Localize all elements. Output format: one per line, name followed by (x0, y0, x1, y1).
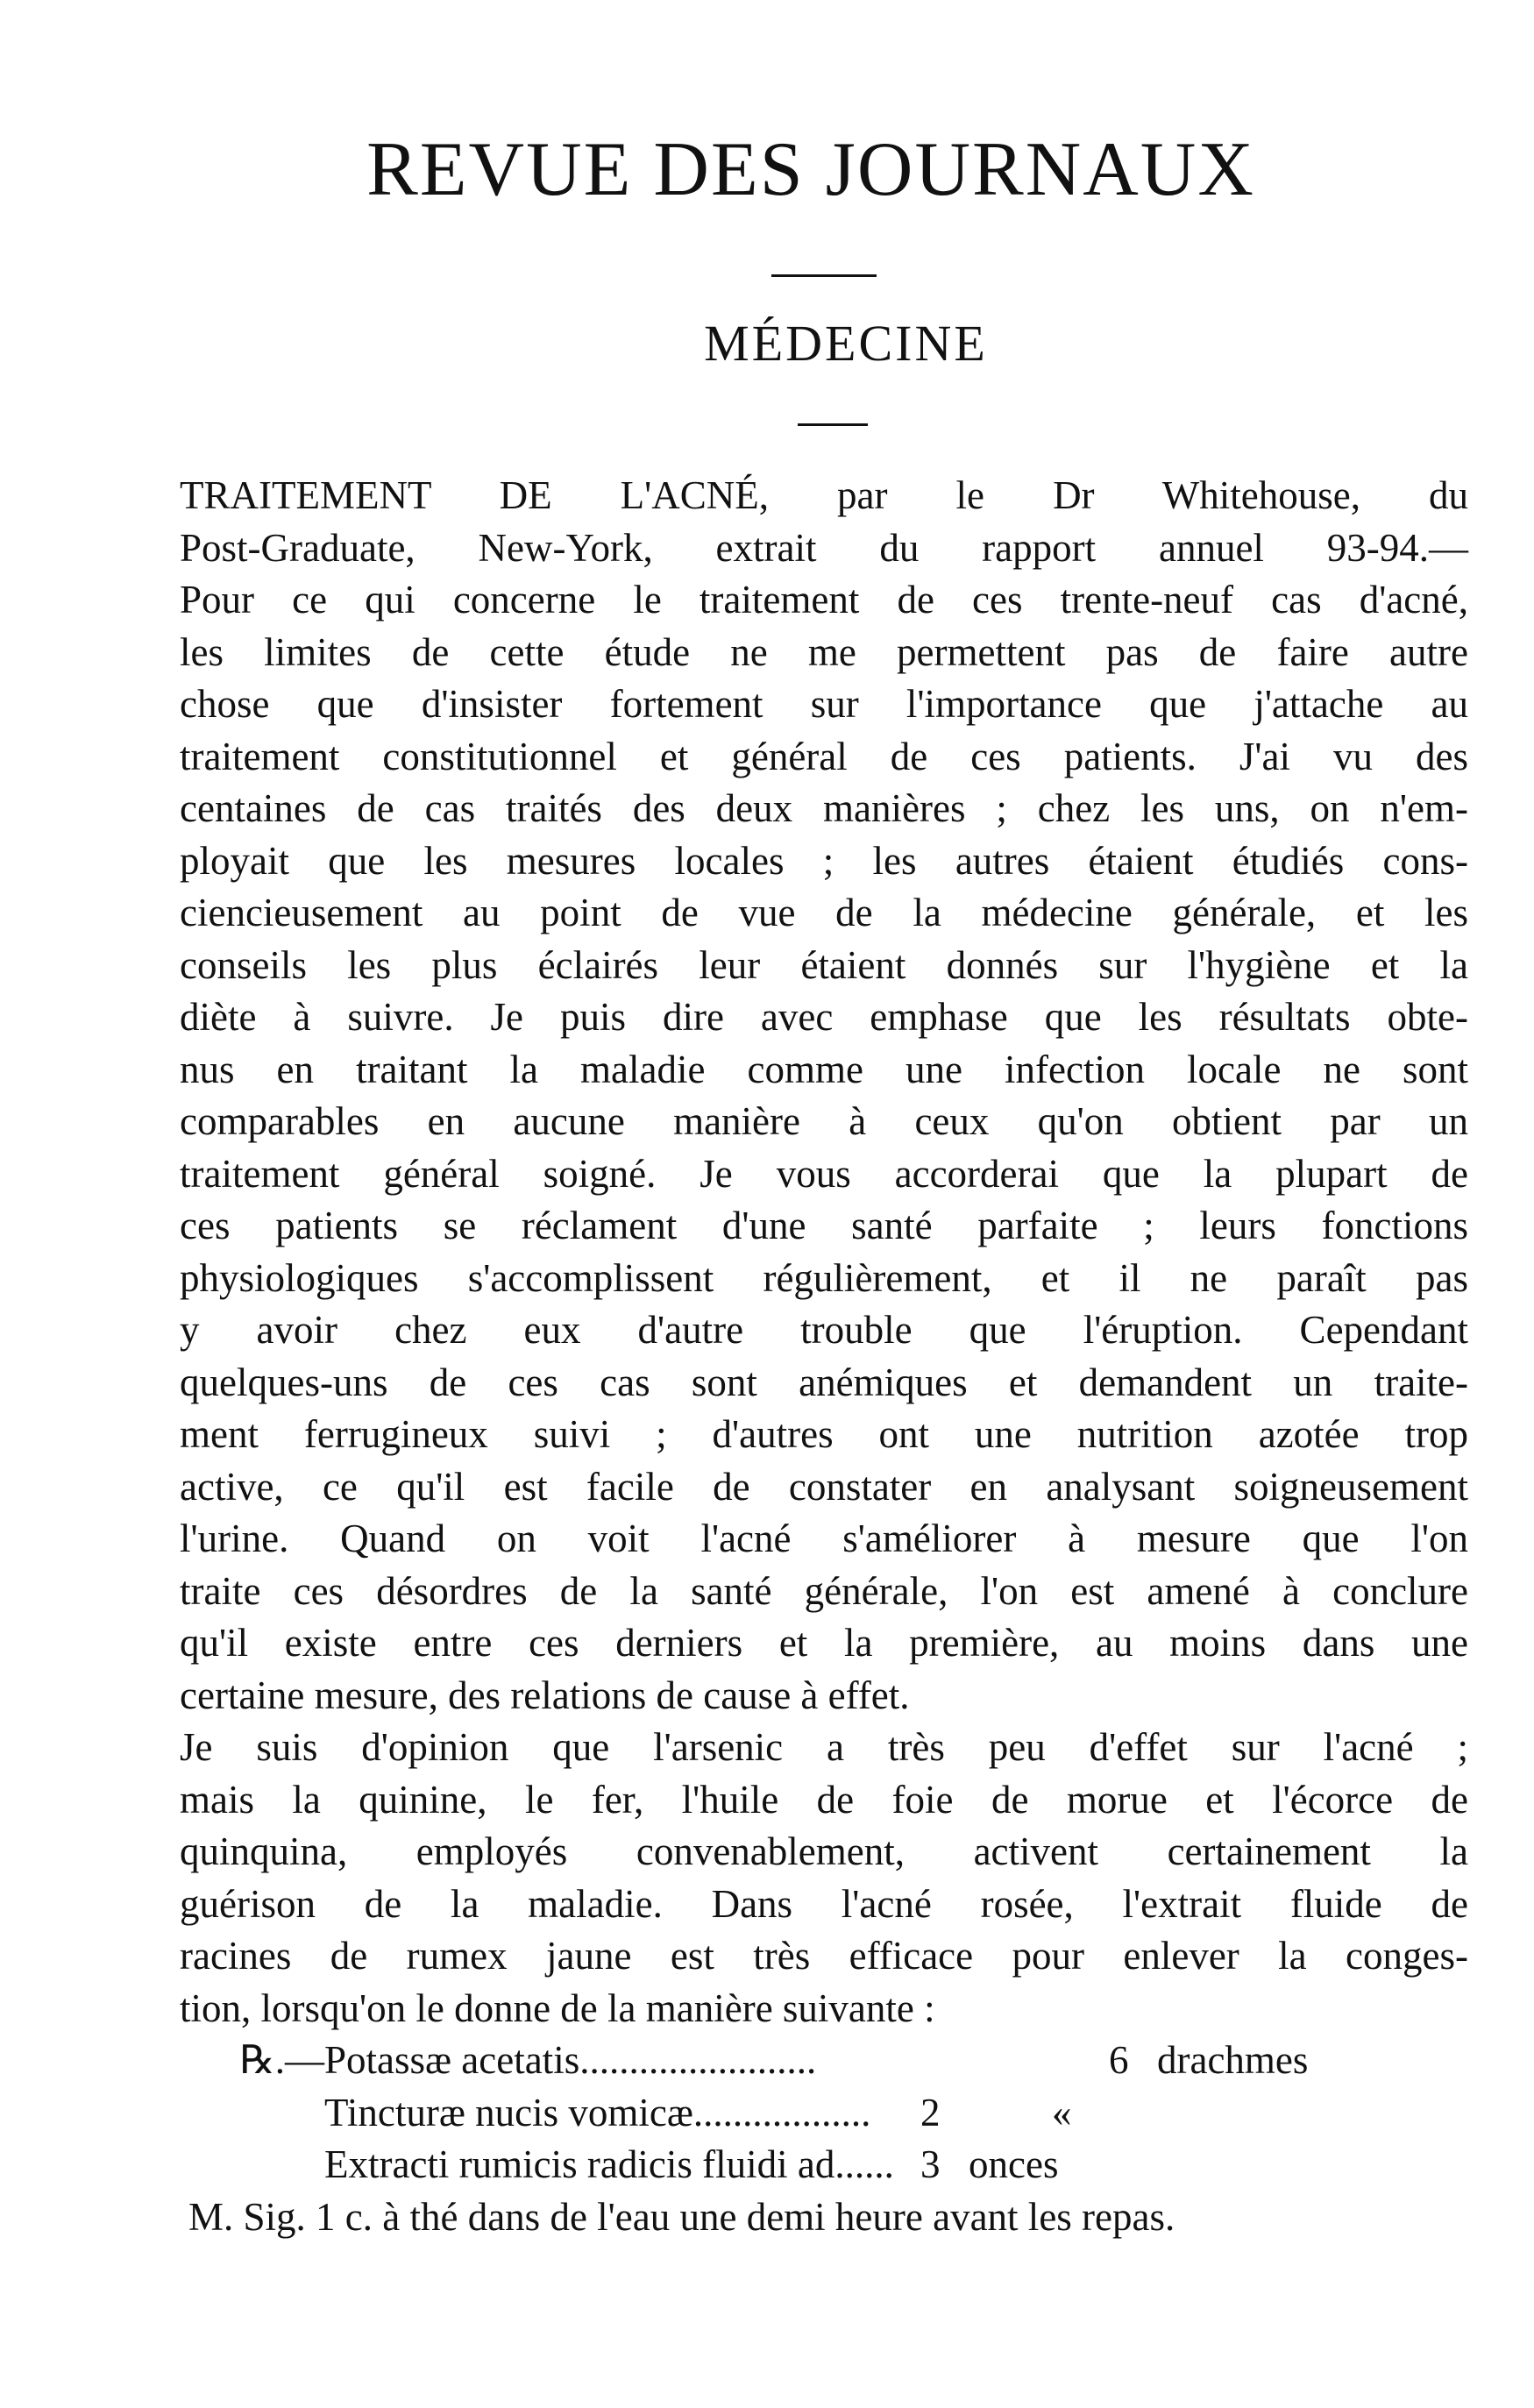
ingredient-qty: 6 (1109, 2038, 1129, 2082)
text-line: Je suis d'opinion que l'arsenic a très peu d'effet sur l'acné ; (180, 1725, 1468, 1769)
text-line: y avoir chez eux d'autre trouble que l'éruption. Cependant (180, 1308, 1468, 1352)
rx-symbol: ℞.— (239, 2038, 324, 2082)
text-line: les limites de cette étude ne me permettent pas de faire autre (180, 629, 1468, 674)
text-line: ment ferrugineux suivi ; d'autres ont une nutrition azotée trop (180, 1412, 1468, 1456)
prescription-signature: M. Sig. 1 c. à thé dans de l'eau une demi heure avant les repas. (188, 2194, 1175, 2239)
text-line: racines de rumex jaune est très efficace pour enlever la conges- (180, 1934, 1468, 1978)
text-line: l'urine. Quand on voit l'acné s'améliorer à mesure que l'on (180, 1517, 1468, 1560)
page (136, 127, 1468, 2243)
text-line: conseils les plus éclairés leur étaient donnés sur l'hygiène et la (180, 942, 1468, 987)
text-line: traitement constitutionnel et général de ces patients. J'ai vu des (180, 734, 1468, 778)
text-line: certaine mesure, des relations de cause à effet. (180, 1673, 910, 1717)
text-line: mais la quinine, le fer, l'huile de foie de morue et l'écorce de (180, 1777, 1468, 1822)
text-line: TRAITEMENT DE L'ACNÉ, par le Dr Whitehouse, du (180, 473, 1468, 517)
ingredient-unit: « (1052, 2090, 1072, 2135)
page-title: REVUE DES JOURNAUX (366, 127, 1255, 212)
text-line: physiologiques s'accomplissent régulièrement, et il ne paraît pas (180, 1255, 1468, 1300)
ingredient-unit: drachmes (1157, 2038, 1309, 2082)
prescription-row (136, 2139, 1468, 2191)
paragraph-1 (136, 470, 1468, 1722)
text-line: traitement général soigné. Je vous accorderai que la plupart de (180, 1151, 1468, 1196)
ingredient-name: Potassæ acetatis........................ (324, 2038, 817, 2082)
prescription (136, 2035, 1468, 2243)
ingredient-name: Extracti rumicis radicis fluidi ad...... (324, 2142, 894, 2186)
text-line: diète à suivre. Je puis dire avec emphase que les résultats obte- (180, 995, 1468, 1039)
text-line: centaines de cas traités des deux manières ; chez les uns, on n'em- (180, 786, 1468, 830)
text-line: Pour ce qui concerne le traitement de ces trente-neuf cas d'acné, (180, 578, 1468, 622)
text-line: nus en traitant la maladie comme une infection locale ne sont (180, 1047, 1468, 1091)
ingredient-unit: onces (969, 2142, 1059, 2186)
ingredient-name: Tincturæ nucis vomicæ.................. (324, 2090, 871, 2135)
article-body (136, 470, 1468, 2035)
text-line: traite ces désordres de la santé générale, l'on est amené à conclure (180, 1568, 1468, 1613)
ingredient-qty: 3 (920, 2142, 941, 2186)
paragraph-2 (136, 1722, 1468, 2035)
text-line: Post-Graduate, New-York, extrait du rapport annuel 93-94.— (180, 525, 1468, 570)
section-title: MÉDECINE (704, 315, 988, 372)
title-divider (771, 274, 877, 277)
text-line: active, ce qu'il est facile de constater en analysant soigneusement (180, 1464, 1468, 1509)
text-line: qu'il existe entre ces derniers et la première, au moins dans une (180, 1621, 1468, 1665)
text-line: quelques-uns de ces cas sont anémiques et demandent un traite- (180, 1360, 1468, 1404)
text-line: tion, lorsqu'on le donne de la manière suivante : (180, 1985, 935, 2030)
text-line: ces patients se réclament d'une santé parfaite ; leurs fonctions (180, 1204, 1468, 1247)
prescription-row (136, 2087, 1468, 2140)
text-line: chose que d'insister fortement sur l'importance que j'attache au (180, 682, 1468, 726)
text-line: guérison de la maladie. Dans l'acné rosée, l'extrait fluide de (180, 1881, 1468, 1926)
ingredient-qty: 2 (920, 2090, 941, 2135)
text-line: ployait que les mesures locales ; les autres étaient étudiés cons- (180, 838, 1468, 883)
section-divider (798, 423, 868, 426)
prescription-row (136, 2035, 1468, 2087)
text-line: quinquina, employés convenablement, activent certainement la (180, 1829, 1468, 1873)
text-line: ciencieusement au point de vue de la médecine générale, et les (180, 891, 1468, 934)
text-line: comparables en aucune manière à ceux qu'on obtient par un (180, 1099, 1468, 1143)
